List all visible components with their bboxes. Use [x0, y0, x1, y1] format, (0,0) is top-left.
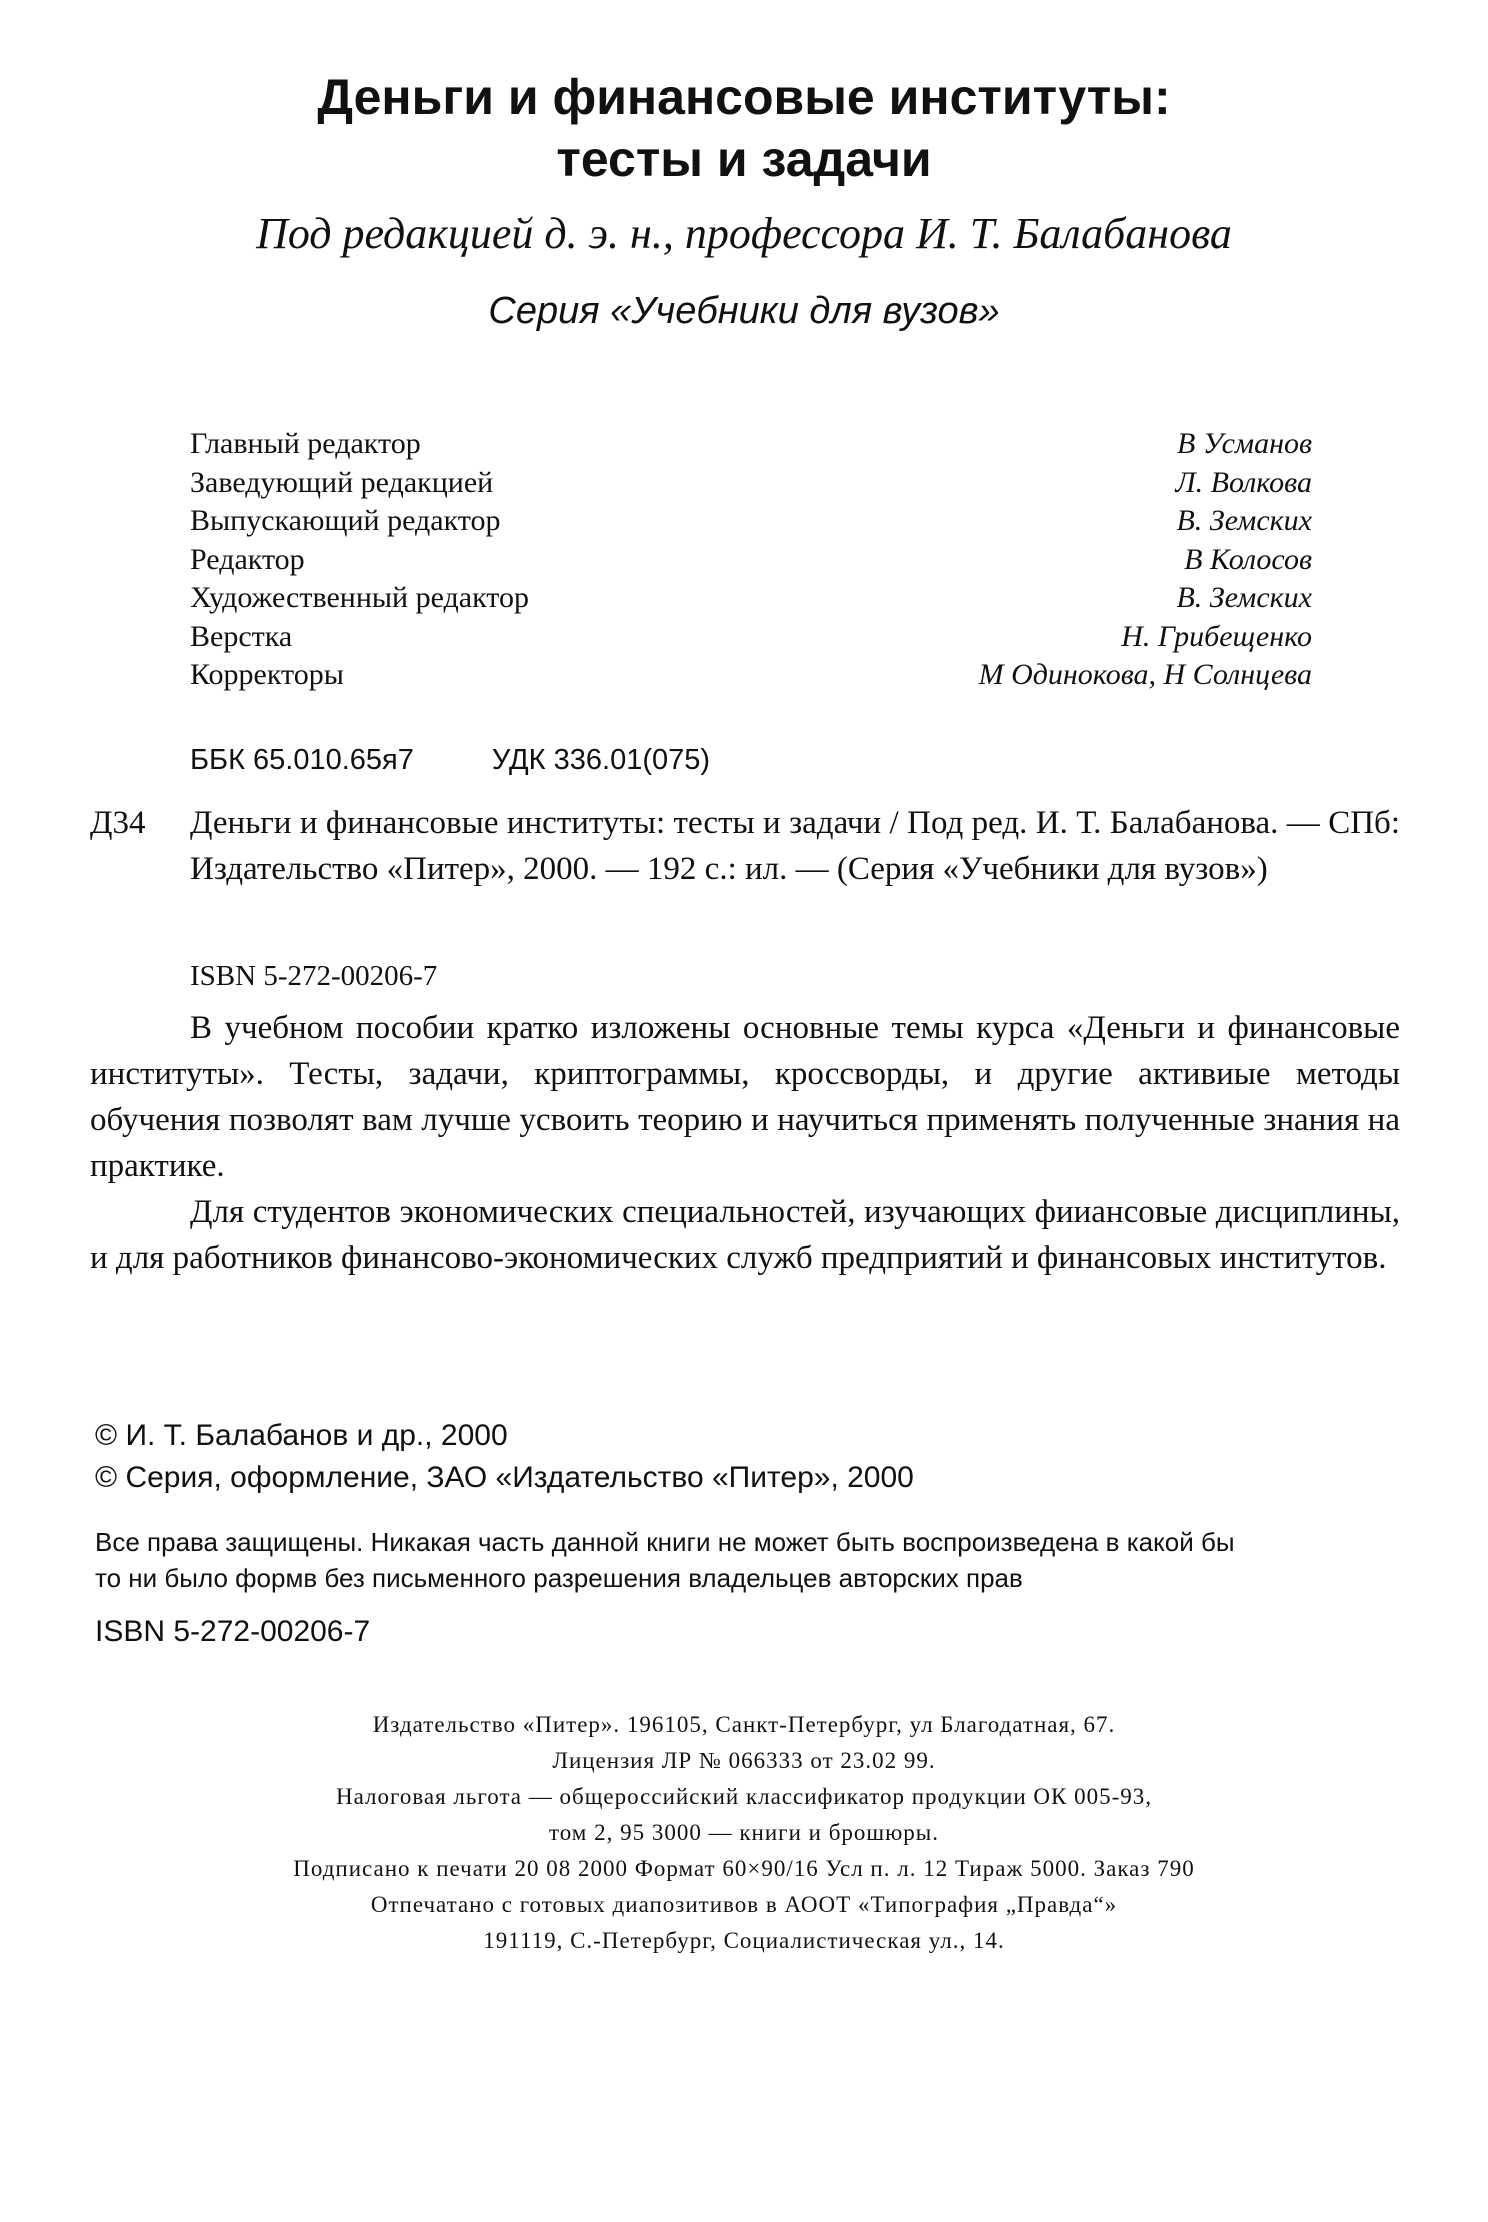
imprint-line: 191119, С.-Петербург, Социалистическая ул., 14. [483, 1928, 1005, 1953]
bibliographic-description: Деньги и финансовые институты: тесты и задачи / Под ред. И. Т. Балабанова. — СПб: Издательство «Питер», 2000. — 192 с.: ил. — (Серия «Учебники для вузов») [190, 805, 1400, 887]
staff-name: Л. Волкова [1175, 465, 1312, 499]
copyright-line-2: © Серия, оформление, ЗАО «Издательство «Питер», 2000 [95, 1461, 914, 1494]
staff-row [190, 541, 1312, 580]
staff-name: В. Земских [1176, 581, 1312, 614]
rights-line-1: Все права защищены. Никакая часть данной книги не может быть воспроизведена в какой бы [95, 1527, 1235, 1557]
staff-row [190, 502, 1312, 541]
imprint-line: том 2, 95 3000 — книги и брошюры. [548, 1820, 939, 1845]
staff-role: Художественный редактор [190, 581, 529, 614]
imprint-line: Лицензия ЛР № 066333 от 23.02 99. [552, 1748, 936, 1773]
staff-name: Н. Грибещенко [1121, 619, 1312, 653]
staff-role: Редактор [190, 542, 305, 576]
staff-role: Заведующий редакцией [190, 465, 494, 499]
book-title [0, 66, 1488, 190]
bbk-code: ББК 65.010.65я7 [190, 744, 414, 776]
rights-line-2: то ни было формв без письменного разрешения владельцев авторских прав [95, 1563, 1023, 1593]
book-title-line-2: тесты и задачи [556, 131, 932, 187]
imprint-line: Издательство «Питер». 196105, Санкт-Петербург, ул Благодатная, 67. [372, 1712, 1116, 1737]
abstract-paragraph-2: Для студентов экономических специальностей, изучающих фииансовые дисциплины, и для работников финансово-экономических служб предприятий и финансовых институтов. [90, 1194, 1400, 1276]
classification-codes [190, 744, 710, 777]
staff-name: В Усманов [1177, 427, 1312, 460]
author-mark: Д34 [90, 805, 146, 841]
staff-name: В Колосов [1184, 542, 1312, 576]
staff-row [190, 425, 1312, 464]
staff-row [190, 464, 1312, 503]
staff-row [190, 579, 1312, 618]
isbn-top: ISBN 5-272-00206-7 [190, 960, 438, 992]
series-name: Серия «Учебники для вузов» [488, 290, 1000, 332]
bibliographic-record [90, 800, 1400, 887]
imprint-line: Налоговая льгота — общероссийский классификатор продукции ОК 005-93, [335, 1784, 1153, 1809]
staff-role: Главный редактор [190, 427, 421, 460]
isbn-bottom: ISBN 5-272-00206-7 [95, 1615, 371, 1648]
imprint [0, 1707, 1488, 1959]
staff-name: В. Земских [1176, 504, 1312, 537]
rights-notice [95, 1524, 1415, 1596]
editor-subtitle: Под редакцией д. э. н., профессора И. Т. Балабанова [256, 209, 1232, 258]
staff-row [190, 618, 1312, 657]
staff-role: Выпускающий редактор [190, 504, 501, 537]
staff-row [190, 656, 1312, 695]
copyright-block [95, 1415, 914, 1499]
book-title-line-1: Деньги и финансовые институты: [317, 69, 1171, 125]
staff-list [190, 425, 1312, 695]
imprint-line: Отпечатано с готовых диапозитивов в АООТ «Типография „Правда“» [370, 1892, 1118, 1917]
imprint-line: Подписано к печати 20 08 2000 Формат 60×90/16 Усл п. л. 12 Тираж 5000. Заказ 790 [293, 1856, 1195, 1881]
copyright-line-1: © И. Т. Балабанов и др., 2000 [95, 1419, 508, 1452]
staff-role: Корректоры [190, 658, 344, 691]
staff-role: Верстка [190, 619, 293, 653]
abstract [90, 1005, 1400, 1281]
udk-code: УДК 336.01(075) [491, 744, 711, 776]
abstract-paragraph-1: В учебном пособии кратко изложены основные темы курса «Деньги и финансовые институты». Тесты, задачи, криптограммы, кроссворды, и другие активиые методы обучения позволят вам лучше усвоить теорию и научиться применять полученные знания на практике. [90, 1010, 1400, 1184]
staff-name: М Одинокова, Н Солнцева [978, 658, 1312, 691]
